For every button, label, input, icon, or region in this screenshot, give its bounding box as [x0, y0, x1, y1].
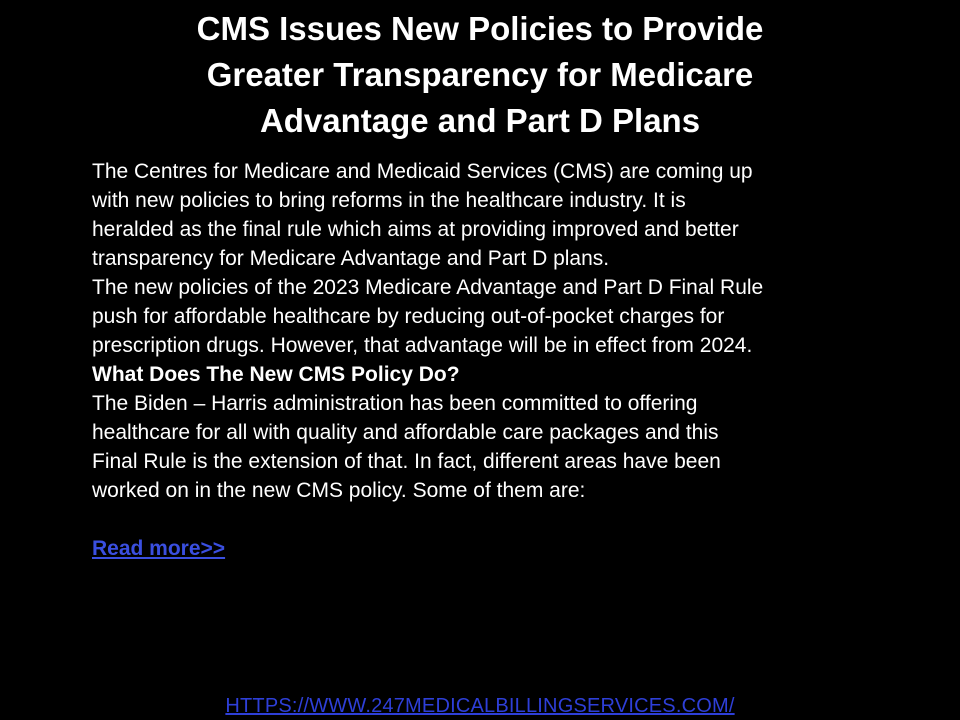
title-line: CMS Issues New Policies to Provide: [196, 10, 764, 47]
read-more-link[interactable]: Read more>>: [92, 537, 226, 560]
spacer: [92, 505, 882, 534]
text-line: prescription drugs. However, that advantage will be in effect from 2024.: [92, 334, 753, 357]
footer: [0, 693, 960, 719]
website-link[interactable]: HTTPS://WWW.247MEDICALBILLINGSERVICES.COM/: [225, 695, 735, 717]
article-body: [92, 157, 882, 563]
page-title: [100, 6, 860, 144]
paragraph-final-rule: [92, 273, 882, 360]
text-line: heralded as the final rule which aims at providing improved and better: [92, 218, 739, 241]
text-line: The Centres for Medicare and Medicaid Services (CMS) are coming up: [92, 160, 753, 183]
text-line: worked on in the new CMS policy. Some of them are:: [92, 479, 586, 502]
paragraph-administration: [92, 389, 882, 505]
text-line: The new policies of the 2023 Medicare Advantage and Part D Final Rule: [92, 276, 764, 299]
text-line: transparency for Medicare Advantage and Part D plans.: [92, 247, 610, 270]
title-line: Greater Transparency for Medicare: [206, 56, 754, 93]
paragraph-intro: [92, 157, 882, 273]
text-line: The Biden – Harris administration has been committed to offering: [92, 392, 698, 415]
section-heading: What Does The New CMS Policy Do?: [92, 363, 460, 386]
text-line: Final Rule is the extension of that. In fact, different areas have been: [92, 450, 721, 473]
text-line: push for affordable healthcare by reducing out-of-pocket charges for: [92, 305, 725, 328]
text-line: with new policies to bring reforms in the healthcare industry. It is: [92, 189, 686, 212]
text-line: healthcare for all with quality and affordable care packages and this: [92, 421, 719, 444]
title-line: Advantage and Part D Plans: [259, 102, 701, 139]
